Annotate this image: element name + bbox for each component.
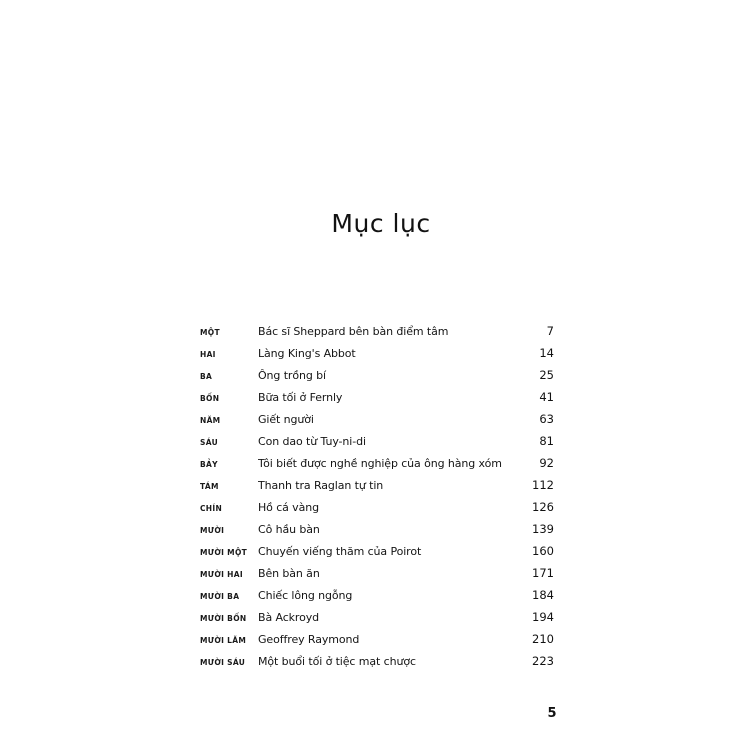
chapter-label: MƯỜI LĂM bbox=[200, 636, 247, 645]
chapter-title: Ông trồng bí bbox=[258, 369, 326, 382]
toc-row bbox=[200, 430, 554, 452]
chapter-title: Con dao từ Tuy-ni-di bbox=[258, 435, 366, 448]
chapter-title: Giết người bbox=[258, 413, 314, 426]
chapter-title: Tôi biết được nghề nghiệp của ông hàng xóm bbox=[258, 457, 502, 470]
chapter-title: Hồ cá vàng bbox=[258, 501, 319, 514]
chapter-label: MỘT bbox=[200, 328, 220, 337]
chapter-title: Làng King's Abbot bbox=[258, 347, 356, 360]
chapter-title: Geoffrey Raymond bbox=[258, 633, 360, 646]
chapter-title: Bữa tối ở Fernly bbox=[258, 391, 343, 404]
toc-row bbox=[200, 386, 554, 408]
chapter-page-number: 210 bbox=[532, 632, 554, 646]
toc-row bbox=[200, 364, 554, 386]
toc-row bbox=[200, 628, 554, 650]
page-title: Mục lục bbox=[331, 209, 431, 238]
chapter-label: BẢY bbox=[200, 460, 218, 469]
toc-row bbox=[200, 584, 554, 606]
chapter-page-number: 171 bbox=[532, 566, 554, 580]
toc-list bbox=[200, 320, 554, 672]
chapter-title: Bác sĩ Sheppard bên bàn điểm tâm bbox=[258, 325, 449, 338]
toc-row bbox=[200, 606, 554, 628]
chapter-label: CHÍN bbox=[200, 504, 223, 513]
chapter-page-number: 81 bbox=[539, 434, 554, 448]
chapter-page-number: 184 bbox=[532, 588, 554, 602]
chapter-label: MƯỜI bbox=[200, 526, 225, 535]
chapter-label: MƯỜI HAI bbox=[200, 570, 243, 579]
chapter-page-number: 7 bbox=[546, 324, 554, 338]
toc-row bbox=[200, 320, 554, 342]
toc-row bbox=[200, 408, 554, 430]
chapter-title: Bà Ackroyd bbox=[258, 611, 320, 624]
chapter-label: BA bbox=[200, 372, 213, 381]
chapter-page-number: 112 bbox=[532, 478, 554, 492]
chapter-label: SÁU bbox=[200, 438, 218, 447]
chapter-label: HAI bbox=[200, 350, 216, 359]
chapter-page-number: 223 bbox=[532, 654, 554, 668]
toc-row bbox=[200, 474, 554, 496]
chapter-title: Bên bàn ăn bbox=[258, 567, 320, 580]
chapter-label: BỐN bbox=[200, 394, 220, 403]
toc-row bbox=[200, 518, 554, 540]
chapter-page-number: 25 bbox=[539, 368, 554, 382]
chapter-page-number: 160 bbox=[532, 544, 554, 558]
chapter-title: Thanh tra Raglan tự tin bbox=[258, 479, 384, 492]
toc-row bbox=[200, 540, 554, 562]
chapter-title: Chuyến viếng thăm của Poirot bbox=[258, 545, 422, 558]
chapter-label: MƯỜI MỘT bbox=[200, 548, 248, 557]
chapter-title: Cô hầu bàn bbox=[258, 523, 320, 536]
page-number: 5 bbox=[547, 706, 557, 721]
toc-row bbox=[200, 650, 554, 672]
chapter-page-number: 126 bbox=[532, 500, 554, 514]
chapter-label: MƯỜI SÁU bbox=[200, 658, 246, 667]
chapter-label: MƯỜI BA bbox=[200, 592, 240, 601]
chapter-page-number: 194 bbox=[532, 610, 554, 624]
chapter-label: MƯỜI BỐN bbox=[200, 614, 247, 623]
chapter-title: Một buổi tối ở tiệc mạt chược bbox=[258, 655, 416, 668]
chapter-title: Chiếc lông ngỗng bbox=[258, 589, 353, 602]
toc-row bbox=[200, 496, 554, 518]
toc-row bbox=[200, 452, 554, 474]
chapter-page-number: 41 bbox=[539, 390, 554, 404]
chapter-label: NĂM bbox=[200, 416, 221, 425]
toc-row bbox=[200, 342, 554, 364]
toc-row bbox=[200, 562, 554, 584]
chapter-page-number: 139 bbox=[532, 522, 554, 536]
chapter-label: TÁM bbox=[200, 482, 219, 491]
chapter-page-number: 63 bbox=[539, 412, 554, 426]
chapter-page-number: 92 bbox=[539, 456, 554, 470]
chapter-page-number: 14 bbox=[539, 346, 554, 360]
